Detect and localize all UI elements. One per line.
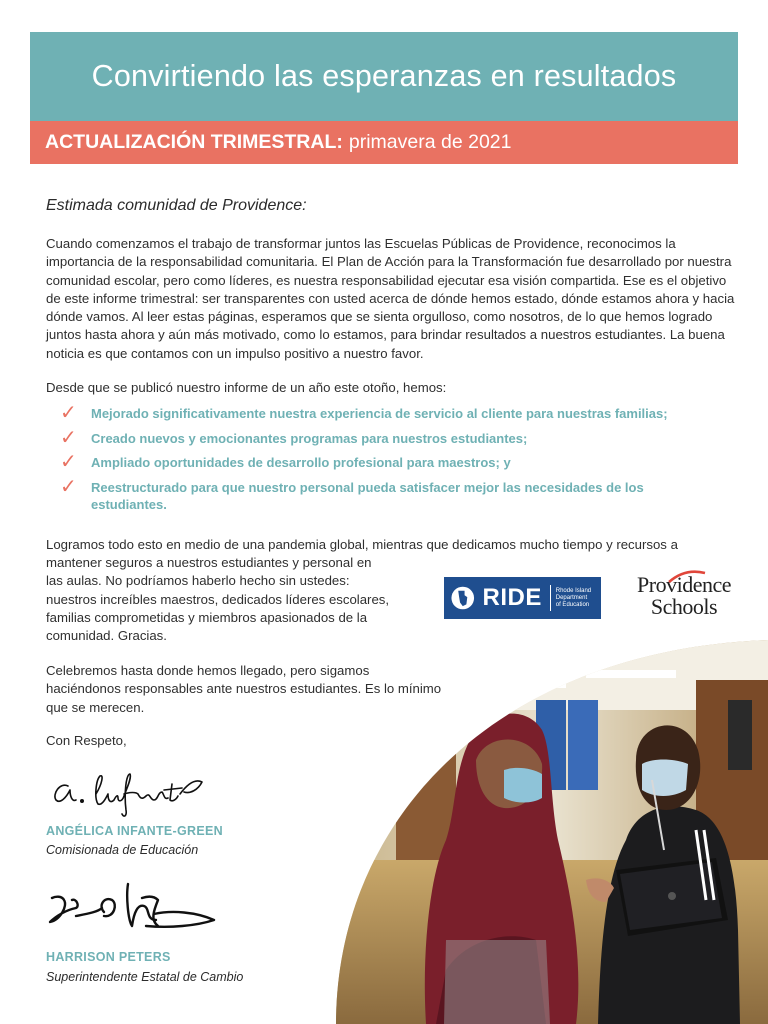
update-label: ACTUALIZACIÓN TRIMESTRAL:	[45, 131, 343, 153]
update-banner	[30, 121, 738, 164]
schools-wordmark: Schools	[650, 594, 718, 619]
pandemic-paragraph-rest: mantener seguros a nuestros estudiantes y personal en las aulas. No podríamos haberlo hecho sin ustedes: nuestros increíbles maestros, dedicados líderes escolares, familias comprometidas y miembros apasionados de la comunidad. Gracias.	[46, 555, 390, 644]
sign-off: Con Respeto,	[46, 733, 127, 748]
ride-sub-line: Department	[555, 594, 588, 601]
signer-title: Superintendente Estatal de Cambio	[46, 970, 244, 984]
list-item-text: Reestructurado para que nuestro personal pueda satisfacer mejor las necesidades de los estudiantes.	[91, 479, 644, 512]
salutation: Estimada comunidad de Providence:	[46, 197, 307, 214]
page-title: Convirtiendo las esperanzas en resultados	[91, 59, 677, 93]
closing-paragraph: Celebremos hasta donde hemos llegado, pero sigamos haciéndonos responsables ante nuestros estudiantes. Es lo mínimo que se merecen.	[46, 663, 442, 715]
ride-sub-line: of Education	[555, 601, 590, 608]
ride-divider	[550, 585, 551, 611]
pandemic-paragraph-line1: Logramos todo esto en medio de una pandemia global, mientras que dedicamos mucho tiempo y recursos a	[46, 537, 678, 552]
list-item	[60, 402, 740, 424]
list-item	[60, 426, 740, 449]
swoosh-icon	[667, 570, 707, 584]
ride-sub-line: Rhode Island	[555, 587, 592, 594]
providence-schools-logo	[626, 574, 742, 618]
signature-infante-green	[46, 764, 216, 822]
header-banner	[30, 32, 738, 121]
students-photo	[336, 640, 768, 1024]
providence-wordmark: Providence	[637, 572, 731, 597]
signer-name: ANGÉLICA INFANTE-GREEN	[46, 824, 223, 838]
rhode-island-icon	[451, 583, 475, 613]
achievements-list	[60, 402, 740, 521]
check-icon: ✓	[60, 426, 77, 449]
update-season: primavera de 2021	[348, 131, 512, 153]
list-item-text: Ampliado oportunidades de desarrollo profesional para maestros; y	[91, 455, 511, 470]
ride-wordmark: RIDE	[482, 584, 542, 611]
signer-name: HARRISON PETERS	[46, 950, 171, 964]
list-item	[60, 451, 740, 473]
intro-paragraph: Cuando comenzamos el trabajo de transformar juntos las Escuelas Públicas de Providence, reconocimos la importancia de la responsabilidad comunitaria. El Plan de Acción para la Transformación fue desarrollado por nuestra comunidad escolar, pero como líderes, es nuestra responsabilidad ejecutar esa visión compartida. Ese es el objetivo de este informe trimestral: ser transparentes con usted acerca de dónde hemos estado, dónde estamos ahora y hacia dónde vamos. Al leer estas páginas, esperamos que se sienta orgulloso, como nosotros, de lo que hemos logrado juntos hasta ahora y aún más motivado, como lo estamos, para brindar resultados a nuestros estudiantes. La buena noticia es que contamos con un impulso positivo a nuestro favor.	[46, 236, 735, 361]
achievements-intro: Desde que se publicó nuestro informe de un año este otoño, hemos:	[46, 380, 447, 395]
list-item-text: Creado nuevos y emocionantes programas para nuestros estudiantes;	[91, 430, 528, 446]
check-icon: ✓	[60, 402, 77, 424]
check-icon: ✓	[60, 475, 77, 498]
check-icon: ✓	[60, 451, 77, 473]
list-item-text: Mejorado significativamente nuestra experiencia de servicio al cliente para nuestras familias;	[91, 406, 668, 421]
list-item	[60, 475, 651, 514]
signer-title: Comisionada de Educación	[46, 843, 199, 857]
ride-logo	[444, 577, 601, 619]
signature-peters	[46, 876, 221, 938]
ride-department-text	[556, 588, 601, 609]
